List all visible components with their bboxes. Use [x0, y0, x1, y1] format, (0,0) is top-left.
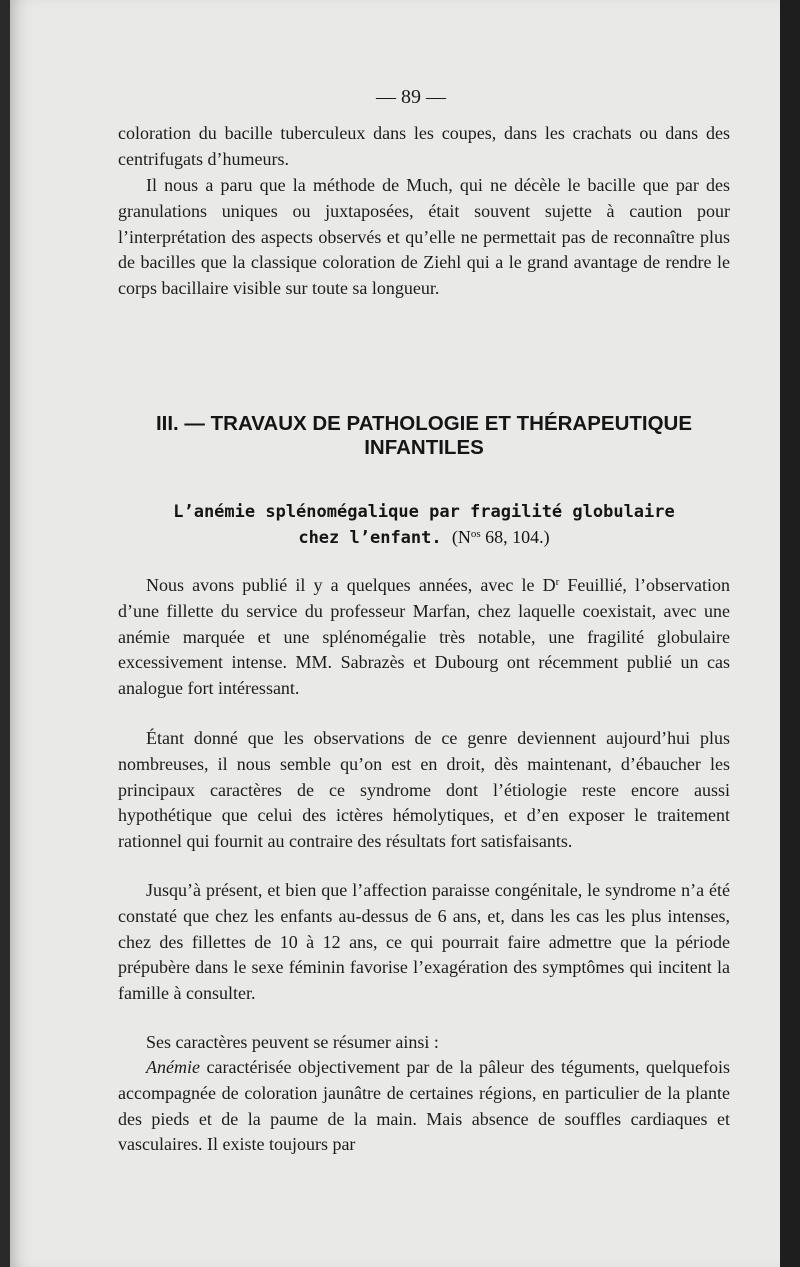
subsection-title-line2: chez l’enfant.	[298, 528, 442, 548]
paragraph-continuation: coloration du bacille tuberculeux dans les coupes, dans les crachats ou dans des centrifugats d’humeurs.	[118, 123, 730, 169]
subsection-title-line1: L’anémie splénomégalique par fragilité globulaire	[173, 502, 675, 522]
paragraph-observation: Nous avons publié il y a quelques années, avec le $D^r$ Feuillié, l’observation d’une fillette du service du professeur Marfan, chez laquelle coexistait, avec une anémie marquée et une splénomégalie très notable, une fragilité globulaire excessivement intense. MM. Sabrazès et Dubourg ont récemment publié un cas analogue fort intéressant.	[118, 575, 730, 699]
paragraph-syndrome: Étant donné que les observations de ce genre deviennent aujourd’hui plus nombreuses, il nous semble qu’on est en droit, dès maintenant, d’ébaucher les principaux caractères de ce syndrome dont l’étiologie reste encore aussi hypothétique que celui des ictères hémolytiques, et d’en exposer le traitement rationnel qui fournit au contraire des résultats fort satisfaisants.	[118, 728, 730, 852]
paragraph-anemie: Anémie caractérisée objectivement par de la pâleur des téguments, quelquefois accompagnée de coloration jaunâtre de certaines régions, en particulier de la plante des pieds et de la paume de la main. Mais absence de souffles cardiaques et vasculaires. Il existe toujours par	[118, 1057, 730, 1155]
page-number: — 89 —	[376, 86, 446, 108]
paragraph-characters-intro: Ses caractères peuvent se résumer ainsi :	[146, 1032, 439, 1052]
section-heading-line2: INFANTILES	[364, 436, 484, 459]
paragraph-much-method: Il nous a paru que la méthode de Much, qui ne décèle le bacille que par des granulations uniques ou juxtaposées, était souvent sujette à caution pour l’interprétation des aspects observés et qu’elle ne permettait pas de reconnaître plus de bacilles que la classique coloration de Ziehl qui a le grand avantage de rendre le corps bacillaire visible sur toute sa longueur.	[118, 175, 730, 299]
subsection-reference: ($N^{os}$ 68, 104.)	[451, 527, 550, 547]
section-heading-line1: III. — TRAVAUX DE PATHOLOGIE ET THÉRAPEUTIQUE	[155, 412, 693, 435]
scan-edge	[780, 0, 800, 1267]
subsection-title	[118, 500, 730, 551]
section-heading	[118, 412, 730, 460]
paragraph-age: Jusqu’à présent, et bien que l’affection paraisse congénitale, le syndrome n’a été constaté que chez les enfants au-dessus de 6 ans, et, dans les cas les plus intenses, chez des fillettes de 10 à 12 ans, ce qui pourrait faire admettre que la période prépubère dans le sexe féminin favorise l’exagération des symptômes qui incitent la famille à consulter.	[118, 880, 730, 1004]
book-page	[10, 0, 792, 1267]
